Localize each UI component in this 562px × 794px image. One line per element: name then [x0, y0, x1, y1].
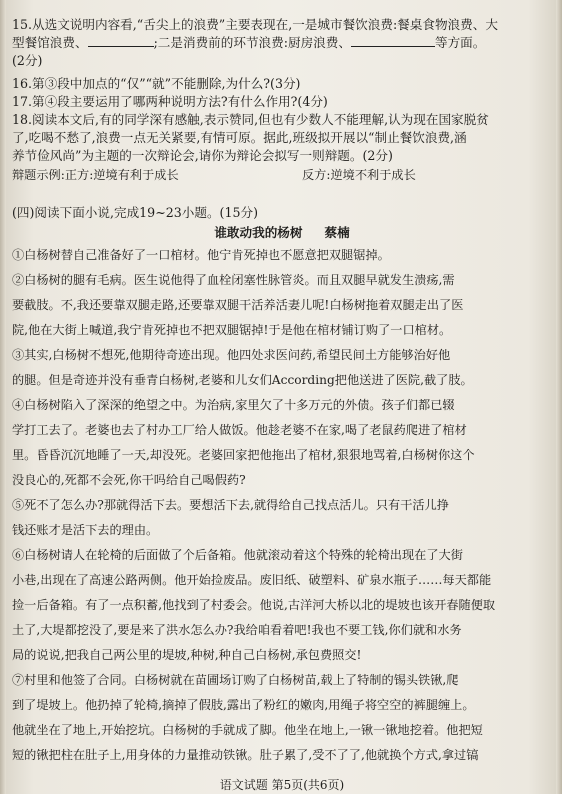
- story-line: 土了,大堤都挖没了,要是来了洪水怎么办?我给咱看着吧!我也不要工钱,你们就和水务: [12, 623, 462, 637]
- story-title: 谁敢动我的杨树: [214, 225, 303, 240]
- q18-line-2: 了,吃喝不愁了,浪费一点无关紧要,有情可原。据此,班级拟开展以“制止餐饮浪费,涵: [12, 130, 467, 145]
- story-line: 短的锹把柱在肚子上,用身体的力量推动铁锹。肚子累了,受不了了,他就换个方式,拿过镐: [12, 748, 479, 762]
- story-line: 钱还账才是活下去的理由。: [12, 523, 159, 537]
- story-line: 到了堤坡上。他扔掉了轮椅,摘掉了假肢,露出了粉红的嫩肉,用绳子将空空的裤腿缠上。: [12, 698, 475, 712]
- q18-example-1-con: 反方:逆境不利于成长: [302, 168, 416, 182]
- q15-line-2: [12, 34, 552, 52]
- q18-line-3: 养节俭风尚”为主题的一次辩论会,请你为辩论会拟写一则辩题。(2分): [12, 148, 393, 163]
- story-line: ⑥白杨树请人在轮椅的后面做了个后备箱。他就滚动着这个特殊的轮椅出现在了大街: [12, 548, 463, 562]
- q17-question: 17.第④段主要运用了哪两种说明方法?有什么作用?(4分): [12, 94, 328, 109]
- story-line: ⑤死不了怎么办?那就得活下去。要想活下去,就得给自己找点活儿。只有干活儿挣: [12, 498, 449, 512]
- page-edge-right: [556, 0, 562, 794]
- q18-line-1: 18.阅读本文后,有的同学深有感触,表示赞同,但也有少数人不能理解,认为现在国家脱贫: [12, 112, 489, 127]
- q18-example-1-pro: 辩题示例:正方:逆境有利于成长: [12, 168, 179, 182]
- q16-question: 16.第③段中加点的“仅”“就”不能删除,为什么?(3分): [12, 76, 301, 91]
- story-line: ②白杨树的腿有毛病。医生说他得了血栓闭塞性脉管炎。而且双腿早就发生溃疡,需: [12, 273, 455, 287]
- story-line: 里。昏昏沉沉地睡了一天,却没死。老婆回家把他拖出了棺材,狠狠地骂着,白杨树你这个: [12, 448, 475, 462]
- story-line: 小巷,出现在了高速公路两侧。他开始捡废品。废旧纸、破塑料、矿泉水瓶子……每天都能: [12, 573, 492, 587]
- story-line: ③其实,白杨树不想死,他期待奇迹出现。他四处求医问药,希望民间土方能够治好他: [12, 348, 451, 362]
- q15-line-3: (2分): [12, 53, 43, 68]
- q15-blank-1[interactable]: [88, 34, 154, 47]
- q18-example-row-1: [12, 166, 552, 184]
- story-line: 学打工去了。老婆也去了村办工厂给人做饭。他趁老婆不在家,喝了老鼠药爬进了棺材: [12, 423, 467, 437]
- story-line: 他就坐在了地上,开始挖坑。白杨树的手就成了脚。他坐在地上,一锹一锹地挖着。他把短: [12, 723, 483, 737]
- section-4-heading: (四)阅读下面小说,完成19~23小题。(15分): [12, 205, 259, 220]
- q15-text-b3: 等方面。: [434, 35, 486, 50]
- story-line: 院,他在大街上喊道,我宁肯死掉也不把双腿锯掉!于是他在棺材铺订购了一口棺材。: [12, 323, 452, 337]
- page-edge-left: [0, 0, 6, 794]
- story-line: 没良心的,死都不会死,你干吗给自己喝假药?: [12, 473, 246, 487]
- story-title-line: [12, 224, 552, 242]
- story-line: ⑦村里和他签了合同。白杨树就在苗圃场订购了白杨树苗,载上了特制的锡头铁锹,爬: [12, 673, 459, 687]
- q15-line-1: 15.从选文说明内容看,“舌尖上的浪费”主要表现在,一是城市餐饮浪费:餐桌食物浪费、大: [12, 17, 498, 32]
- story-line: 的腿。但是奇迹并没有垂青白杨树,老婆和儿女们According把他送进了医院,截了肢。: [12, 373, 473, 387]
- q15-text-b1: 型餐馆浪费、: [12, 35, 88, 50]
- story-line: 要截肢。不,我还要靠双腿走路,还要靠双腿干活养活妻儿呢!白杨树拖着双腿走出了医: [12, 298, 464, 312]
- story-author: 蔡楠: [324, 225, 350, 240]
- q15-blank-2[interactable]: [351, 34, 435, 47]
- q15-text-b2: ;二是消费前的环节浪费:厨房浪费、: [153, 35, 351, 50]
- story-line: 局的说说,把我自己两公里的堤坡,种树,种自己白杨树,承包费照交!: [12, 648, 362, 662]
- page-footer: 语文试题 第5页(共6页): [219, 778, 345, 792]
- story-line: ④白杨树陷入了深深的绝望之中。为治病,家里欠了十多万元的外债。孩子们都已辍: [12, 398, 455, 412]
- story-line: 捡一后备箱。有了一点积蓄,他找到了村委会。他说,古洋河大桥以北的堤坡也该开春随便取: [12, 598, 496, 612]
- story-line: ①白杨树替自己准备好了一口棺材。他宁肯死掉也不愿意把双腿锯掉。: [12, 248, 390, 262]
